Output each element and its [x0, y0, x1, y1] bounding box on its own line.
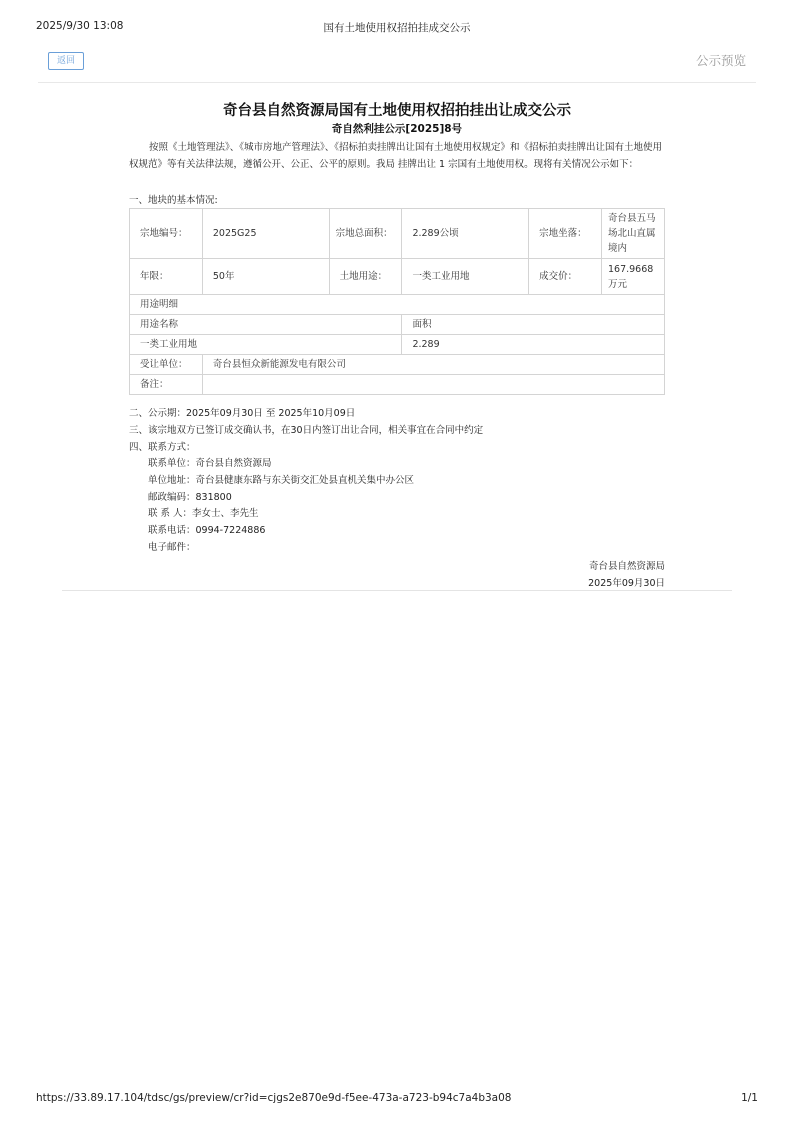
parcel-info-table: [129, 208, 665, 395]
table-row: [130, 315, 665, 335]
print-page-title: 国有土地使用权招拍挂成交公示: [323, 22, 471, 34]
term-label: 年限：: [130, 259, 203, 295]
section-heading-parcel: 一、地块的基本情况:: [129, 195, 218, 206]
top-divider: [38, 82, 756, 83]
assignee-label: 受让单位：: [130, 355, 203, 375]
usage-name-header: 用途名称: [130, 315, 402, 335]
document-number: 奇自然利挂公示[2025]8号: [331, 123, 463, 135]
contact-email: 电子邮件：: [148, 541, 196, 553]
contract-note: 三、该宗地双方已签订成交确认书，在30日内签订出让合同，相关事宜在合同中约定: [129, 425, 484, 436]
total-area-value: 2.289公顷: [402, 209, 529, 259]
location-value: 奇台县五马场北山直属境内: [601, 209, 664, 259]
print-footer: [0, 1092, 794, 1106]
bottom-divider: [62, 590, 732, 591]
usage-value: 一类工业用地: [402, 259, 529, 295]
contact-heading: 四、联系方式：: [129, 442, 196, 453]
contact-address: 单位地址：奇台县健康东路与东关街交汇处县直机关集中办公区: [148, 474, 415, 486]
publicity-period: 二、公示期：2025年09月30日 至 2025年10月09日: [129, 408, 356, 419]
parcel-no-label: 宗地编号：: [130, 209, 203, 259]
notice-lines: [129, 405, 689, 456]
contact-info: [148, 456, 414, 557]
table-row: [130, 335, 665, 355]
price-label: 成交价：: [529, 259, 602, 295]
contact-unit: 联系单位：奇台县自然资源局: [148, 458, 272, 469]
table-row: [130, 295, 665, 315]
usage-label: 土地用途：: [329, 259, 402, 295]
toolbar: [38, 50, 756, 74]
usage-row-area: 2.289: [402, 335, 665, 355]
document-title: 奇台县自然资源局国有土地使用权招拍挂出让成交公示: [223, 103, 571, 119]
area-header: 面积: [402, 315, 665, 335]
table-row: [130, 209, 665, 259]
print-url: https://33.89.17.104/tdsc/gs/preview/cr?id=cjgs2e870e9d-f5ee-473a-a723-b94c7a4b3a08: [36, 1092, 512, 1104]
back-button[interactable]: 返回: [48, 52, 84, 70]
contact-person: 联 系 人：李女士、李先生: [148, 508, 259, 520]
table-row: [130, 355, 665, 375]
term-value: 50年: [202, 259, 329, 295]
remarks-label: 备注：: [130, 375, 203, 395]
usage-row-name: 一类工业用地: [130, 335, 402, 355]
parcel-no-value: 2025G25: [202, 209, 329, 259]
assignee-value: 奇台县恒众新能源发电有限公司: [202, 355, 664, 375]
signature-date: 2025年09月30日: [588, 578, 665, 589]
table-row: [130, 259, 665, 295]
signature-organization: 奇台县自然资源局: [588, 561, 665, 572]
table-row: [130, 375, 665, 395]
preview-label: 公示预览: [695, 53, 746, 68]
page-number: 1/1: [741, 1092, 758, 1104]
print-header: [0, 20, 794, 34]
print-datetime: 2025/9/30 13:08: [36, 20, 124, 32]
location-label: 宗地坐落：: [529, 209, 602, 259]
contact-postcode: 邮政编码：831800: [148, 491, 232, 503]
contact-phone: 联系电话：0994-7224886: [148, 525, 266, 537]
intro-paragraph: 按照《土地管理法》、《城市房地产管理法》、《招标拍卖挂牌出让国有土地使用权规定》和《招标拍卖挂牌出让国有土地使用权规范》等有关法律法规，遵循公开、公正、公平的原则。我局 挂牌出让 1 宗国有土地使用权。现将有关情况公示如下：: [129, 142, 663, 170]
usage-detail-heading: 用途明细: [130, 295, 665, 315]
price-value: 167.9668万元: [601, 259, 664, 295]
total-area-label: 宗地总面积：: [329, 209, 402, 259]
remarks-value: [202, 375, 664, 395]
